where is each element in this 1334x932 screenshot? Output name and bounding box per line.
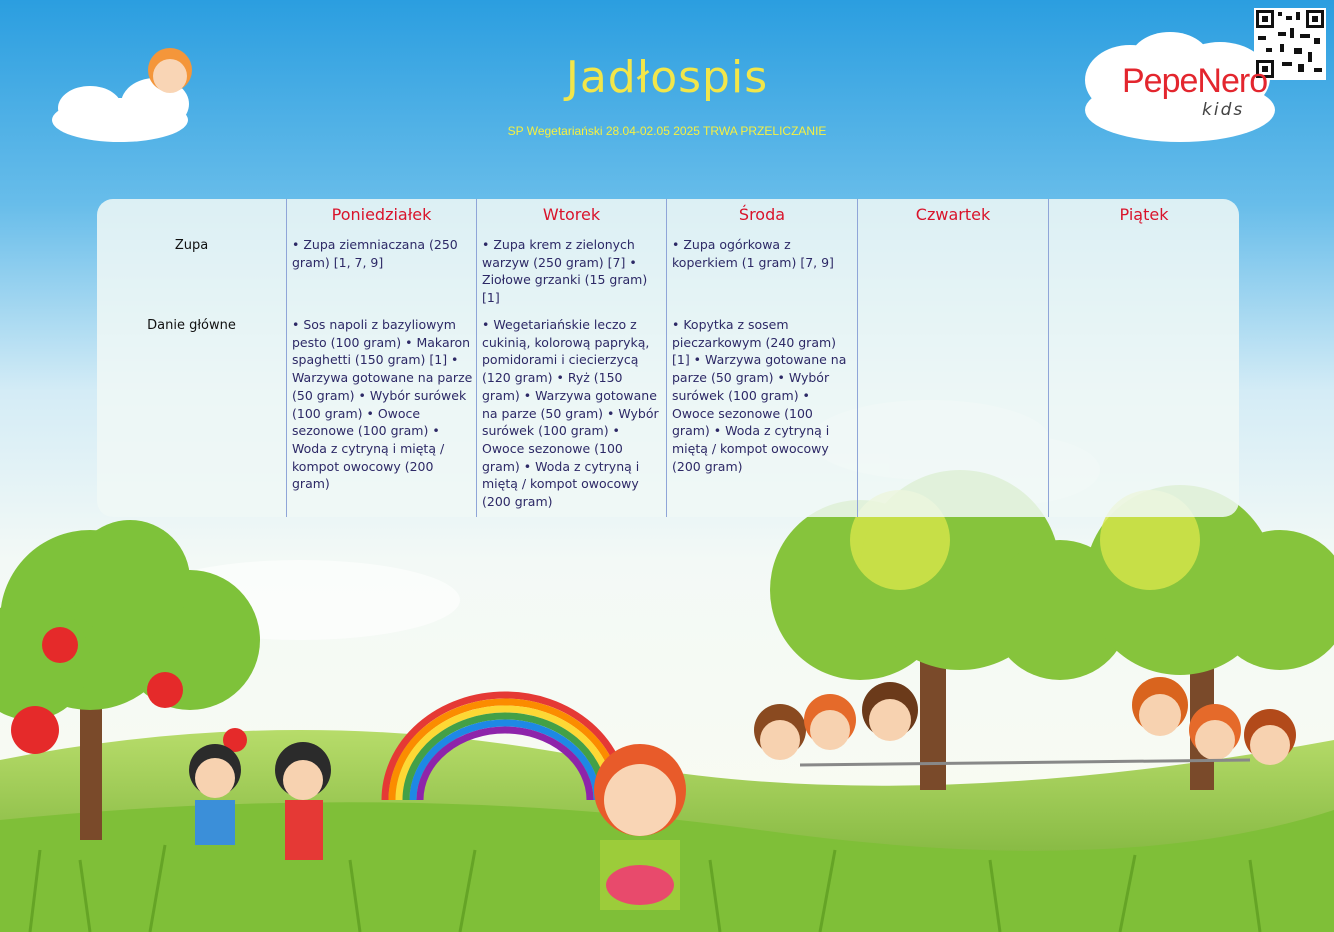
day-header: Piątek <box>1119 205 1169 224</box>
brand-logo: PepeNero <box>1122 62 1268 100</box>
day-header: Czwartek <box>915 205 991 224</box>
page-subtitle: SP Wegetariański 28.04-02.05 2025 TRWA PRZELICZANIE <box>507 124 827 138</box>
soup-cell: • Zupa ogórkowa z koperkiem (1 gram) [7, 9] <box>672 237 834 270</box>
row-labels-column <box>97 199 286 517</box>
day-column-friday <box>1048 199 1239 517</box>
day-column-monday <box>286 199 476 517</box>
main-course-cell: • Kopytka z sosem pieczarkowym (240 gram) [1] • Warzywa gotowane na parze (50 gram) • Wybór surówek (100 gram) • Owoce sezonowe (100 gram) • Woda z cytryną i miętą / kompot owocowy (200 gram) <box>672 317 847 474</box>
soup-cell: • Zupa ziemniaczana (250 gram) [1, 7, 9] <box>292 237 458 270</box>
day-column-wednesday <box>666 199 857 517</box>
day-column-thursday <box>857 199 1048 517</box>
main-course-cell: • Sos napoli z bazyliowym pesto (100 gram) • Makaron spaghetti (150 gram) [1] • Warzywa gotowane na parze (50 gram) • Wybór surówek (100 gram) • Owoce sezonowe (100 gram) • Woda z cytryną i miętą / kompot owocowy (200 gram) <box>292 317 473 492</box>
brand-logo-kids: kids <box>1202 100 1245 120</box>
main-course-cell: • Wegetariańskie leczo z cukinią, kolorową papryką, pomidorami i ciecierzycą (120 gram) • Ryż (150 gram) • Warzywa gotowane na parze (50 gram) • Wybór surówek (100 gram) • Owoce sezonowe (100 gram) • Woda z cytryną i miętą / kompot owocowy (200 gram) <box>482 317 659 510</box>
row-label-soup: Zupa <box>174 238 209 253</box>
day-header: Wtorek <box>542 205 601 224</box>
day-header: Środa <box>738 205 786 224</box>
page-title: Jadłospis <box>565 52 769 103</box>
soup-cell: • Zupa krem z zielonych warzyw (250 gram) [7] • Ziołowe grzanki (15 gram) [1] <box>482 237 648 306</box>
menu-table <box>97 199 1239 517</box>
day-header: Poniedziałek <box>331 205 432 224</box>
day-column-tuesday <box>476 199 666 517</box>
row-label-main-course: Danie główne <box>147 318 236 333</box>
